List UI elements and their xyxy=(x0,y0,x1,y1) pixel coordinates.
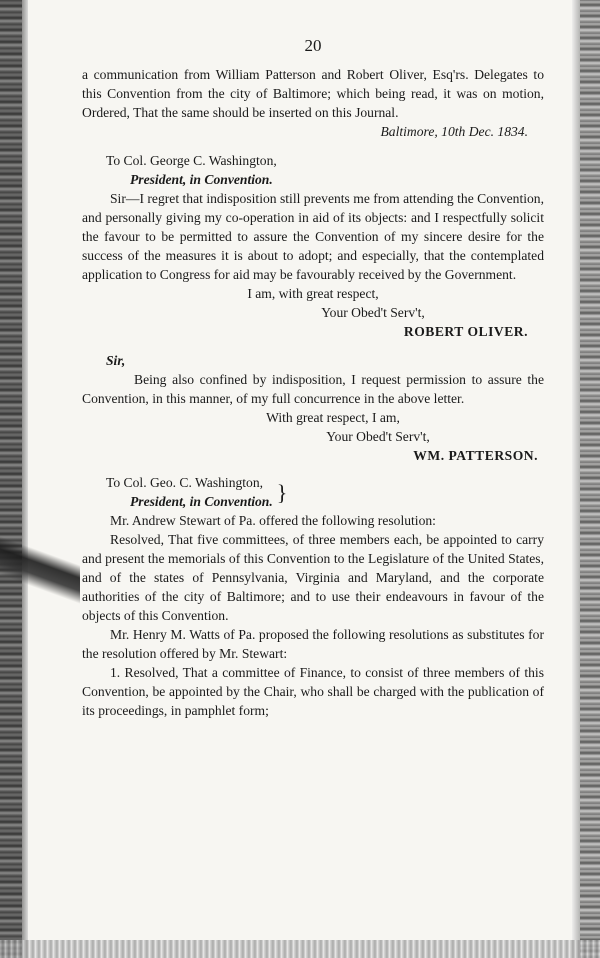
letter1-address-line2: President, in Convention. xyxy=(130,172,273,187)
letter2-address xyxy=(82,473,544,511)
stewart-paragraph: Mr. Andrew Stewart of Pa. offered the following resolution: xyxy=(110,513,436,528)
letter2-salutation: Sir, xyxy=(106,353,126,368)
letter2-address-line2: President, in Convention. xyxy=(130,494,273,509)
scan-edge-left-shadow xyxy=(22,0,28,958)
letter2-closing1: With great respect, I am, xyxy=(266,410,400,425)
scan-edge-right xyxy=(580,0,600,958)
page-text xyxy=(82,36,544,720)
scan-edge-bottom xyxy=(0,940,600,958)
intro-paragraph: a communication from William Patterson and Robert Oliver, Esq'rs. Delegates to this Convention from the city of Baltimore; which being read, it was on motion, Ordered, That the same should be inserted on this Journal. xyxy=(82,67,544,120)
letter1-closing2: Your Obed't Serv't, xyxy=(321,305,425,320)
letter1-address-line1: To Col. George C. Washington, xyxy=(106,153,277,168)
quill-smudge xyxy=(0,520,80,620)
letter2-signature: WM. PATTERSON. xyxy=(413,448,538,463)
scan-edge-right-shadow xyxy=(572,0,580,958)
letter2-closing2: Your Obed't Serv't, xyxy=(326,429,430,444)
resolution-committees: Resolved, That five committees, of three members each, be appointed to carry and present the memorials of this Convention to the Legislature of the United States, and of the states of Pennsylvania, Virginia and Maryland, and the corporate authorities of the city of Baltimore; and to use their endeavours in favour of the objects of this Convention. xyxy=(82,532,544,623)
resolution-finance: 1. Resolved, That a committee of Finance, to consist of three members of this Convention, be appointed by the Chair, who shall be charged with the publication of its proceedings, in pamphlet form; xyxy=(82,665,544,718)
watts-paragraph: Mr. Henry M. Watts of Pa. proposed the following resolutions as substitutes for the resolution offered by Mr. Stewart: xyxy=(82,627,544,661)
letter1-signature: ROBERT OLIVER. xyxy=(403,324,528,339)
letter2-address-line1: To Col. Geo. C. Washington, xyxy=(106,475,264,490)
dateline: Baltimore, 10th Dec. 1834. xyxy=(380,124,528,139)
page-number: 20 xyxy=(304,36,322,55)
scan-edge-left xyxy=(0,0,22,958)
letter1-body: Sir—I regret that indisposition still prevents me from attending the Convention, and personally giving my co-operation in aid of its objects: and I respectfully solicit the favour to be permitted to assure the Convention of my sincere desire for the success of the measures it is about to adopt; and especially, that the contemplated application to Congress for aid may be favourably received by the Government. xyxy=(82,191,544,282)
letter1-closing1: I am, with great respect, xyxy=(247,286,379,301)
letter2-body: Being also confined by indisposition, I request permission to assure the Convention, in this manner, of my full concurrence in the above letter. xyxy=(82,372,544,406)
brace-glyph: } xyxy=(276,479,288,505)
